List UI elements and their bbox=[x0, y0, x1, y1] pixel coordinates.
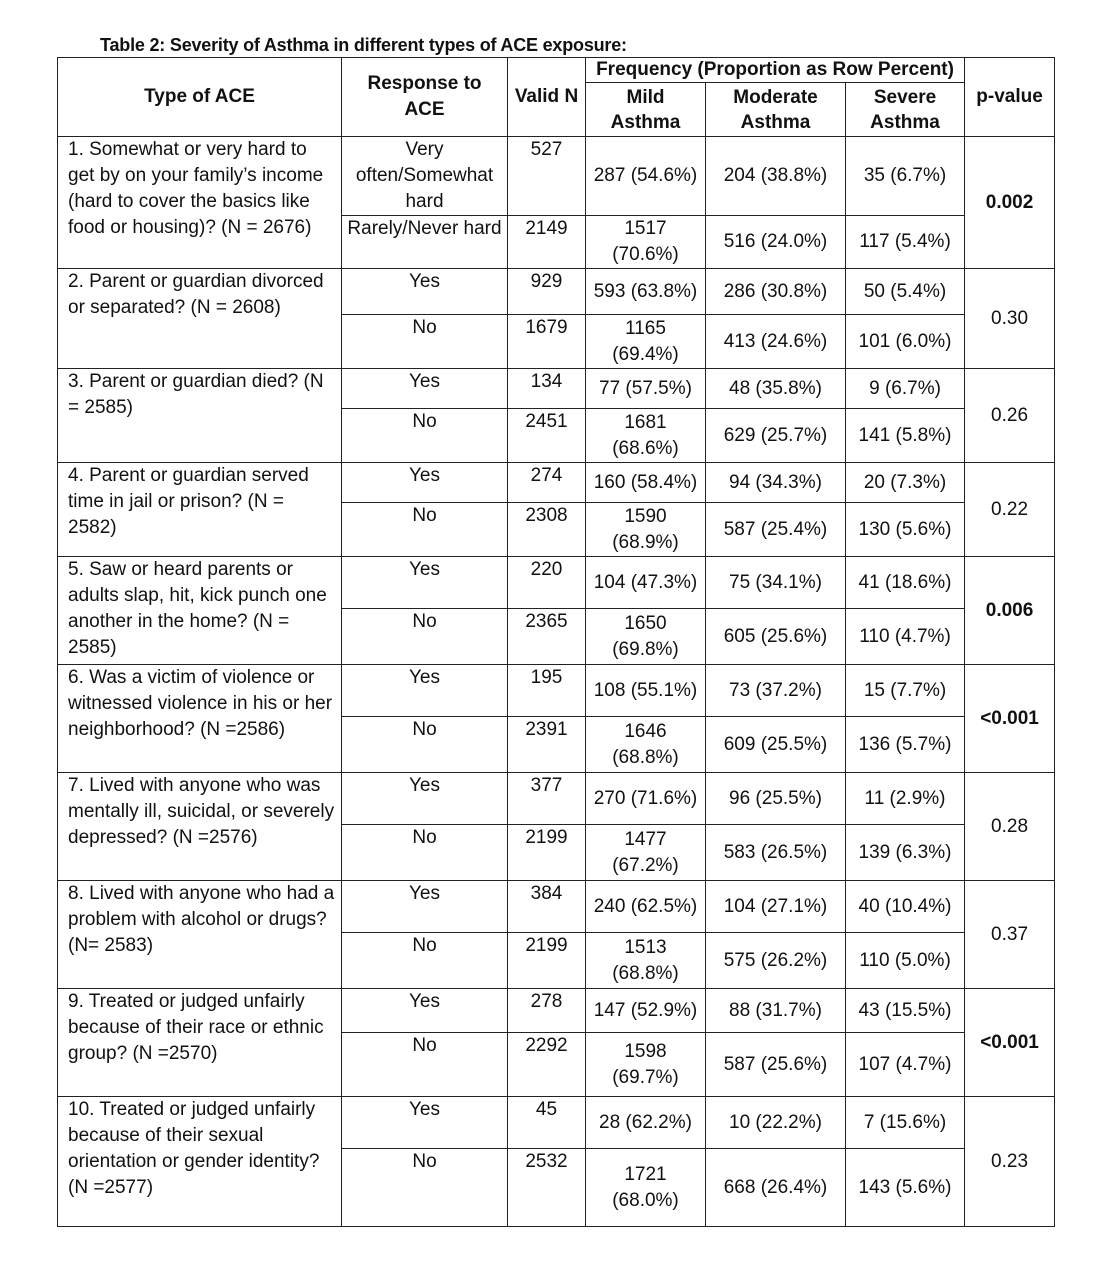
response-cell: Yes bbox=[342, 773, 508, 825]
ace-type-cell: 4. Parent or guardian served time in jail or prison? (N = 2582) bbox=[58, 463, 342, 557]
p-value-cell: <0.001 bbox=[965, 989, 1055, 1097]
table-row bbox=[58, 665, 1055, 717]
severe-cell: 101 (6.0%) bbox=[846, 315, 965, 369]
table-row bbox=[58, 463, 1055, 503]
mild-cell: 108 (55.1%) bbox=[586, 665, 706, 717]
valid-n-cell: 527 bbox=[508, 137, 586, 216]
header-valid-n: Valid N bbox=[508, 58, 586, 137]
moderate-cell: 48 (35.8%) bbox=[706, 369, 846, 409]
mild-cell: 28 (62.2%) bbox=[586, 1097, 706, 1149]
moderate-cell: 94 (34.3%) bbox=[706, 463, 846, 503]
valid-n-cell: 2391 bbox=[508, 717, 586, 773]
p-value-cell: 0.006 bbox=[965, 557, 1055, 665]
p-value-cell: 0.002 bbox=[965, 137, 1055, 269]
valid-n-cell: 134 bbox=[508, 369, 586, 409]
severe-cell: 136 (5.7%) bbox=[846, 717, 965, 773]
valid-n-cell: 1679 bbox=[508, 315, 586, 369]
moderate-cell: 629 (25.7%) bbox=[706, 409, 846, 463]
table-row bbox=[58, 989, 1055, 1033]
ace-type-cell: 10. Treated or judged unfairly because of their sexual orientation or gender identity? (N =2577) bbox=[58, 1097, 342, 1227]
severe-cell: 110 (4.7%) bbox=[846, 609, 965, 665]
table-row bbox=[58, 773, 1055, 825]
table-body bbox=[58, 137, 1055, 1227]
moderate-cell: 88 (31.7%) bbox=[706, 989, 846, 1033]
severe-cell: 110 (5.0%) bbox=[846, 933, 965, 989]
table-caption: Table 2: Severity of Asthma in different types of ACE exposure: bbox=[100, 35, 627, 55]
severe-cell: 11 (2.9%) bbox=[846, 773, 965, 825]
mild-cell: 160 (58.4%) bbox=[586, 463, 706, 503]
header-type-of-ace: Type of ACE bbox=[58, 58, 342, 137]
moderate-cell: 204 (38.8%) bbox=[706, 137, 846, 216]
mild-cell: 147 (52.9%) bbox=[586, 989, 706, 1033]
mild-cell: 1513 (68.8%) bbox=[586, 933, 706, 989]
table-row bbox=[58, 881, 1055, 933]
ace-type-cell: 8. Lived with anyone who had a problem with alcohol or drugs? (N= 2583) bbox=[58, 881, 342, 989]
response-cell: Yes bbox=[342, 369, 508, 409]
header-response: Response to ACE bbox=[342, 58, 508, 137]
response-cell: No bbox=[342, 1149, 508, 1227]
valid-n-cell: 2451 bbox=[508, 409, 586, 463]
valid-n-cell: 274 bbox=[508, 463, 586, 503]
header-p-value: p-value bbox=[965, 58, 1055, 137]
mild-cell: 1165 (69.4%) bbox=[586, 315, 706, 369]
mild-cell: 287 (54.6%) bbox=[586, 137, 706, 216]
response-cell: No bbox=[342, 315, 508, 369]
moderate-cell: 73 (37.2%) bbox=[706, 665, 846, 717]
moderate-cell: 104 (27.1%) bbox=[706, 881, 846, 933]
severe-cell: 35 (6.7%) bbox=[846, 137, 965, 216]
severe-cell: 15 (7.7%) bbox=[846, 665, 965, 717]
severe-cell: 43 (15.5%) bbox=[846, 989, 965, 1033]
valid-n-cell: 2199 bbox=[508, 933, 586, 989]
moderate-cell: 575 (26.2%) bbox=[706, 933, 846, 989]
moderate-cell: 10 (22.2%) bbox=[706, 1097, 846, 1149]
valid-n-cell: 384 bbox=[508, 881, 586, 933]
response-cell: Very often/Somewhat hard bbox=[342, 137, 508, 216]
response-cell: Yes bbox=[342, 269, 508, 315]
p-value-cell: 0.22 bbox=[965, 463, 1055, 557]
p-value-cell: 0.28 bbox=[965, 773, 1055, 881]
response-cell: No bbox=[342, 933, 508, 989]
severe-cell: 143 (5.6%) bbox=[846, 1149, 965, 1227]
valid-n-cell: 2365 bbox=[508, 609, 586, 665]
response-cell: No bbox=[342, 609, 508, 665]
response-cell: No bbox=[342, 503, 508, 557]
p-value-cell: 0.26 bbox=[965, 369, 1055, 463]
moderate-cell: 96 (25.5%) bbox=[706, 773, 846, 825]
moderate-cell: 583 (26.5%) bbox=[706, 825, 846, 881]
moderate-cell: 75 (34.1%) bbox=[706, 557, 846, 609]
response-cell: No bbox=[342, 717, 508, 773]
valid-n-cell: 2199 bbox=[508, 825, 586, 881]
header-mild: Mild Asthma bbox=[586, 83, 706, 137]
response-cell: Rarely/Never hard bbox=[342, 216, 508, 269]
severe-cell: 139 (6.3%) bbox=[846, 825, 965, 881]
severe-cell: 7 (15.6%) bbox=[846, 1097, 965, 1149]
mild-cell: 240 (62.5%) bbox=[586, 881, 706, 933]
mild-cell: 1721 (68.0%) bbox=[586, 1149, 706, 1227]
response-cell: No bbox=[342, 409, 508, 463]
mild-cell: 1646 (68.8%) bbox=[586, 717, 706, 773]
header-frequency: Frequency (Proportion as Row Percent) bbox=[586, 58, 965, 83]
ace-type-cell: 9. Treated or judged unfairly because of their race or ethnic group? (N =2570) bbox=[58, 989, 342, 1097]
response-cell: No bbox=[342, 1033, 508, 1097]
valid-n-cell: 2308 bbox=[508, 503, 586, 557]
moderate-cell: 609 (25.5%) bbox=[706, 717, 846, 773]
response-cell: Yes bbox=[342, 1097, 508, 1149]
severe-cell: 9 (6.7%) bbox=[846, 369, 965, 409]
mild-cell: 270 (71.6%) bbox=[586, 773, 706, 825]
valid-n-cell: 45 bbox=[508, 1097, 586, 1149]
severe-cell: 107 (4.7%) bbox=[846, 1033, 965, 1097]
valid-n-cell: 220 bbox=[508, 557, 586, 609]
response-cell: Yes bbox=[342, 665, 508, 717]
valid-n-cell: 2292 bbox=[508, 1033, 586, 1097]
valid-n-cell: 278 bbox=[508, 989, 586, 1033]
ace-type-cell: 6. Was a victim of violence or witnessed violence in his or her neighborhood? (N =2586) bbox=[58, 665, 342, 773]
table-row bbox=[58, 557, 1055, 609]
header-severe: Severe Asthma bbox=[846, 83, 965, 137]
ace-type-cell: 7. Lived with anyone who was mentally ill, suicidal, or severely depressed? (N =2576) bbox=[58, 773, 342, 881]
valid-n-cell: 929 bbox=[508, 269, 586, 315]
valid-n-cell: 377 bbox=[508, 773, 586, 825]
mild-cell: 1590 (68.9%) bbox=[586, 503, 706, 557]
response-cell: Yes bbox=[342, 881, 508, 933]
moderate-cell: 286 (30.8%) bbox=[706, 269, 846, 315]
moderate-cell: 413 (24.6%) bbox=[706, 315, 846, 369]
moderate-cell: 587 (25.6%) bbox=[706, 1033, 846, 1097]
severe-cell: 130 (5.6%) bbox=[846, 503, 965, 557]
moderate-cell: 668 (26.4%) bbox=[706, 1149, 846, 1227]
ace-type-cell: 1. Somewhat or very hard to get by on your family’s income (hard to cover the basics like food or housing)? (N = 2676) bbox=[58, 137, 342, 269]
mild-cell: 104 (47.3%) bbox=[586, 557, 706, 609]
mild-cell: 1650 (69.8%) bbox=[586, 609, 706, 665]
table-row bbox=[58, 137, 1055, 216]
mild-cell: 1681 (68.6%) bbox=[586, 409, 706, 463]
moderate-cell: 587 (25.4%) bbox=[706, 503, 846, 557]
moderate-cell: 605 (25.6%) bbox=[706, 609, 846, 665]
table-row bbox=[58, 369, 1055, 409]
p-value-cell: <0.001 bbox=[965, 665, 1055, 773]
mild-cell: 77 (57.5%) bbox=[586, 369, 706, 409]
response-cell: Yes bbox=[342, 557, 508, 609]
mild-cell: 1598 (69.7%) bbox=[586, 1033, 706, 1097]
response-cell: No bbox=[342, 825, 508, 881]
ace-type-cell: 3. Parent or guardian died? (N = 2585) bbox=[58, 369, 342, 463]
header-moderate: Moderate Asthma bbox=[706, 83, 846, 137]
valid-n-cell: 2532 bbox=[508, 1149, 586, 1227]
severe-cell: 50 (5.4%) bbox=[846, 269, 965, 315]
p-value-cell: 0.37 bbox=[965, 881, 1055, 989]
response-cell: Yes bbox=[342, 463, 508, 503]
p-value-cell: 0.23 bbox=[965, 1097, 1055, 1227]
ace-type-cell: 2. Parent or guardian divorced or separated? (N = 2608) bbox=[58, 269, 342, 369]
severe-cell: 40 (10.4%) bbox=[846, 881, 965, 933]
table-row bbox=[58, 1097, 1055, 1149]
severe-cell: 41 (18.6%) bbox=[846, 557, 965, 609]
valid-n-cell: 195 bbox=[508, 665, 586, 717]
mild-cell: 1517 (70.6%) bbox=[586, 216, 706, 269]
p-value-cell: 0.30 bbox=[965, 269, 1055, 369]
response-cell: Yes bbox=[342, 989, 508, 1033]
severe-cell: 117 (5.4%) bbox=[846, 216, 965, 269]
mild-cell: 1477 (67.2%) bbox=[586, 825, 706, 881]
severe-cell: 20 (7.3%) bbox=[846, 463, 965, 503]
moderate-cell: 516 (24.0%) bbox=[706, 216, 846, 269]
table-row bbox=[58, 269, 1055, 315]
valid-n-cell: 2149 bbox=[508, 216, 586, 269]
mild-cell: 593 (63.8%) bbox=[586, 269, 706, 315]
severe-cell: 141 (5.8%) bbox=[846, 409, 965, 463]
asthma-ace-table bbox=[57, 57, 1055, 1227]
ace-type-cell: 5. Saw or heard parents or adults slap, hit, kick punch one another in the home? (N = 2585) bbox=[58, 557, 342, 665]
